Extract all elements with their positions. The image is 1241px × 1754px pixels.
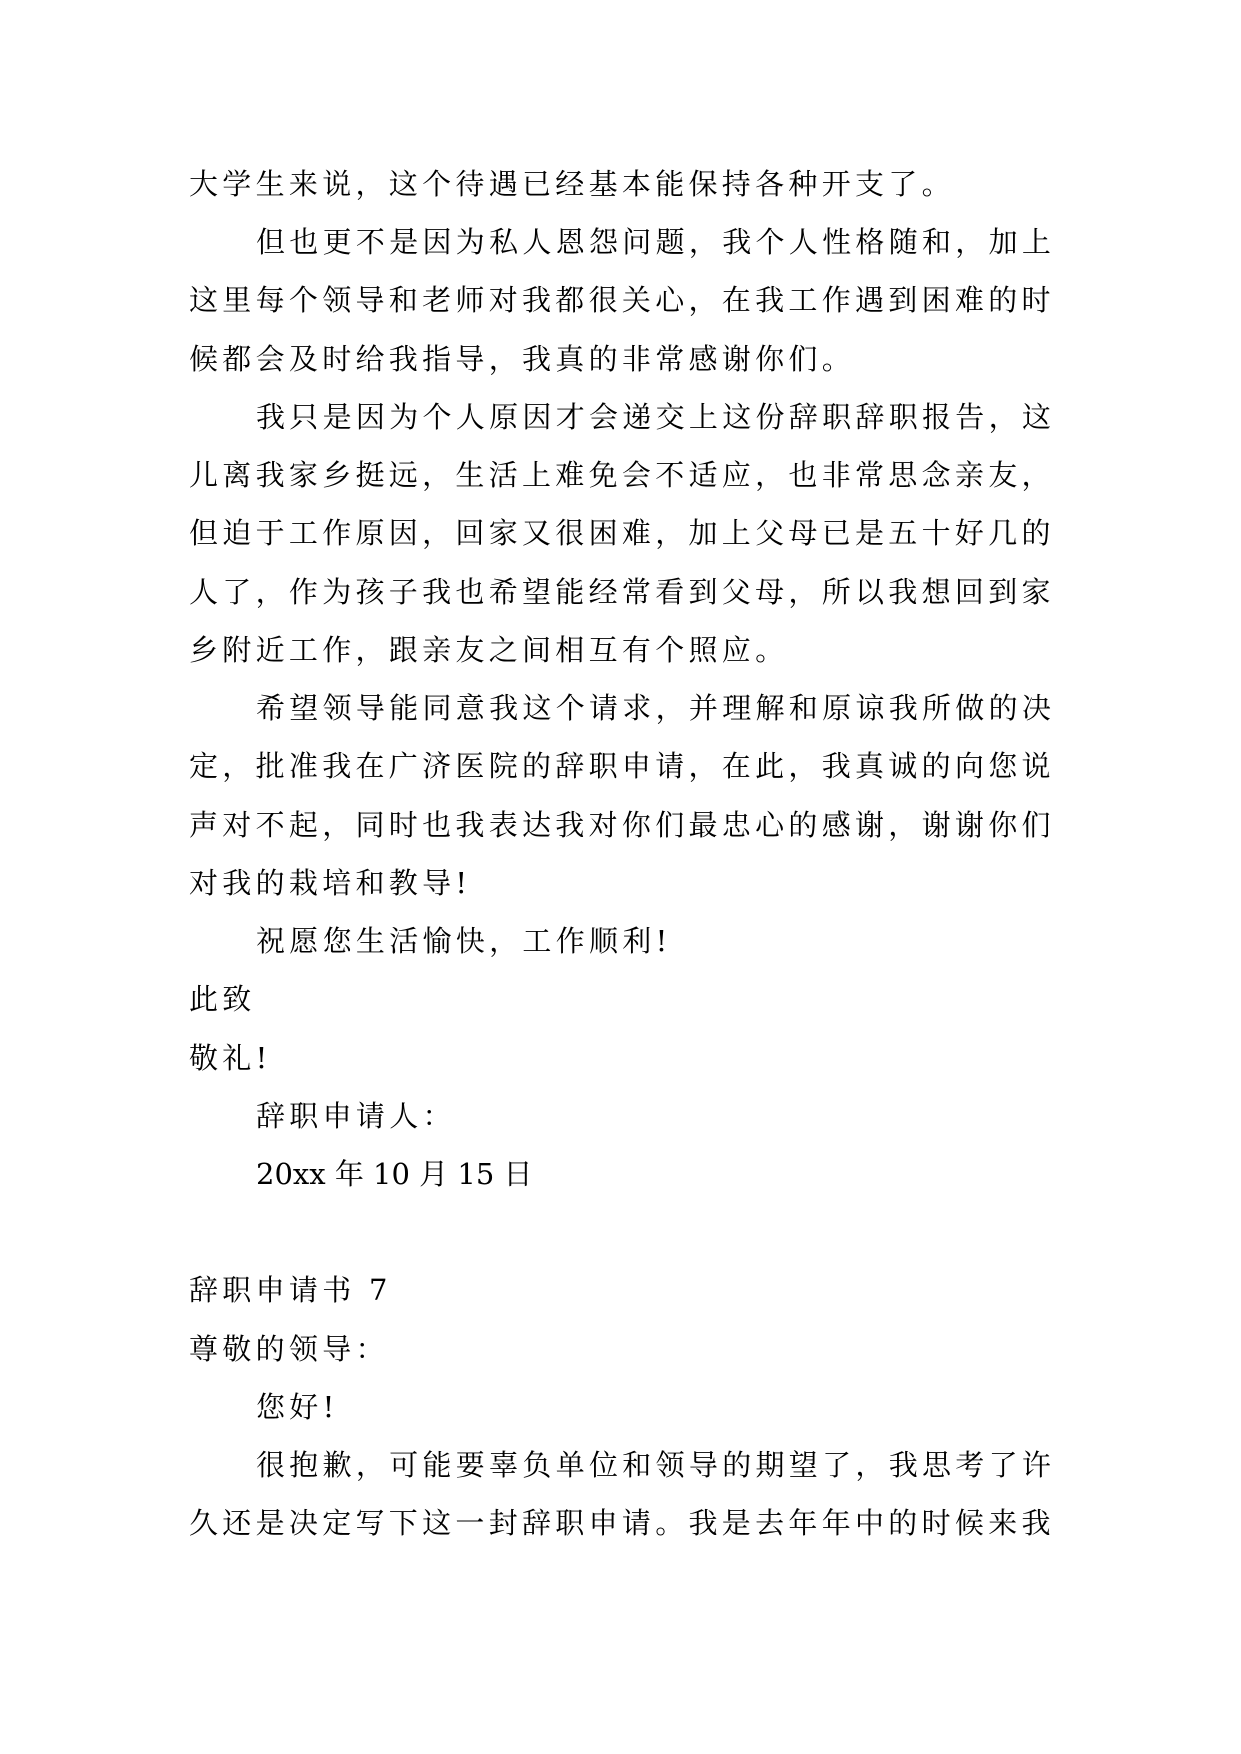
paragraph-line: 对我的栽培和教导! (189, 865, 472, 900)
closing-line: 此致 (189, 982, 256, 1017)
paragraph-line: 声对不起，同时也我表达我对你们最忠心的感谢，谢谢你们 (189, 807, 1055, 842)
paragraph-line: 但也更不是因为私人恩怨问题，我个人性格随和，加上 (256, 225, 1056, 260)
next-letter (189, 1261, 1241, 1552)
paragraph-line: 很抱歉，可能要辜负单位和领导的期望了，我思考了许 (256, 1448, 1056, 1483)
opening-line: 您好! (256, 1389, 339, 1424)
paragraph (189, 155, 1241, 213)
paragraph-line: 这里每个领导和老师对我都很关心，在我工作遇到困难的时 (189, 283, 1055, 318)
paragraph-line: 但迫于工作原因，回家又很困难，加上父母已是五十好几的 (189, 516, 1055, 551)
paragraph (189, 912, 1241, 970)
paragraph (189, 213, 1241, 388)
paragraph (189, 1436, 1241, 1552)
closing-block (189, 970, 1241, 1086)
paragraph-line: 祝愿您生活愉快，工作顺利! (256, 924, 672, 959)
signature-block (189, 1087, 1241, 1203)
signature-date: 20xx 年 10 月 15 日 (256, 1156, 533, 1191)
paragraph-line: 久还是决定写下这一封辞职申请。我是去年年中的时候来我 (189, 1506, 1055, 1541)
previous-letter-body (189, 155, 1241, 970)
paragraph-line: 定，批准我在广济医院的辞职申请，在此，我真诚的向您说 (189, 749, 1055, 784)
paragraph-line: 候都会及时给我指导，我真的非常感谢你们。 (189, 341, 856, 376)
paragraph-line: 人了，作为孩子我也希望能经常看到父母，所以我想回到家 (189, 574, 1055, 609)
closing-salutation: 敬礼! (189, 1040, 272, 1075)
signature-label: 辞职申请人： (256, 1098, 456, 1133)
paragraph-line: 大学生来说，这个待遇已经基本能保持各种开支了。 (189, 167, 955, 201)
blank-line (189, 1203, 1241, 1261)
paragraph-line: 希望领导能同意我这个请求，并理解和原谅我所做的决 (256, 691, 1056, 726)
greeting: 尊敬的领导： (189, 1331, 389, 1366)
paragraph-line: 我只是因为个人原因才会递交上这份辞职辞职报告，这 (256, 399, 1056, 434)
paragraph (189, 388, 1241, 679)
section-title: 辞职申请书 7 (189, 1273, 392, 1308)
paragraph (189, 679, 1241, 912)
paragraph-line: 乡附近工作，跟亲友之间相互有个照应。 (189, 632, 789, 667)
paragraph-line: 儿离我家乡挺远，生活上难免会不适应，也非常思念亲友， (189, 458, 1055, 493)
